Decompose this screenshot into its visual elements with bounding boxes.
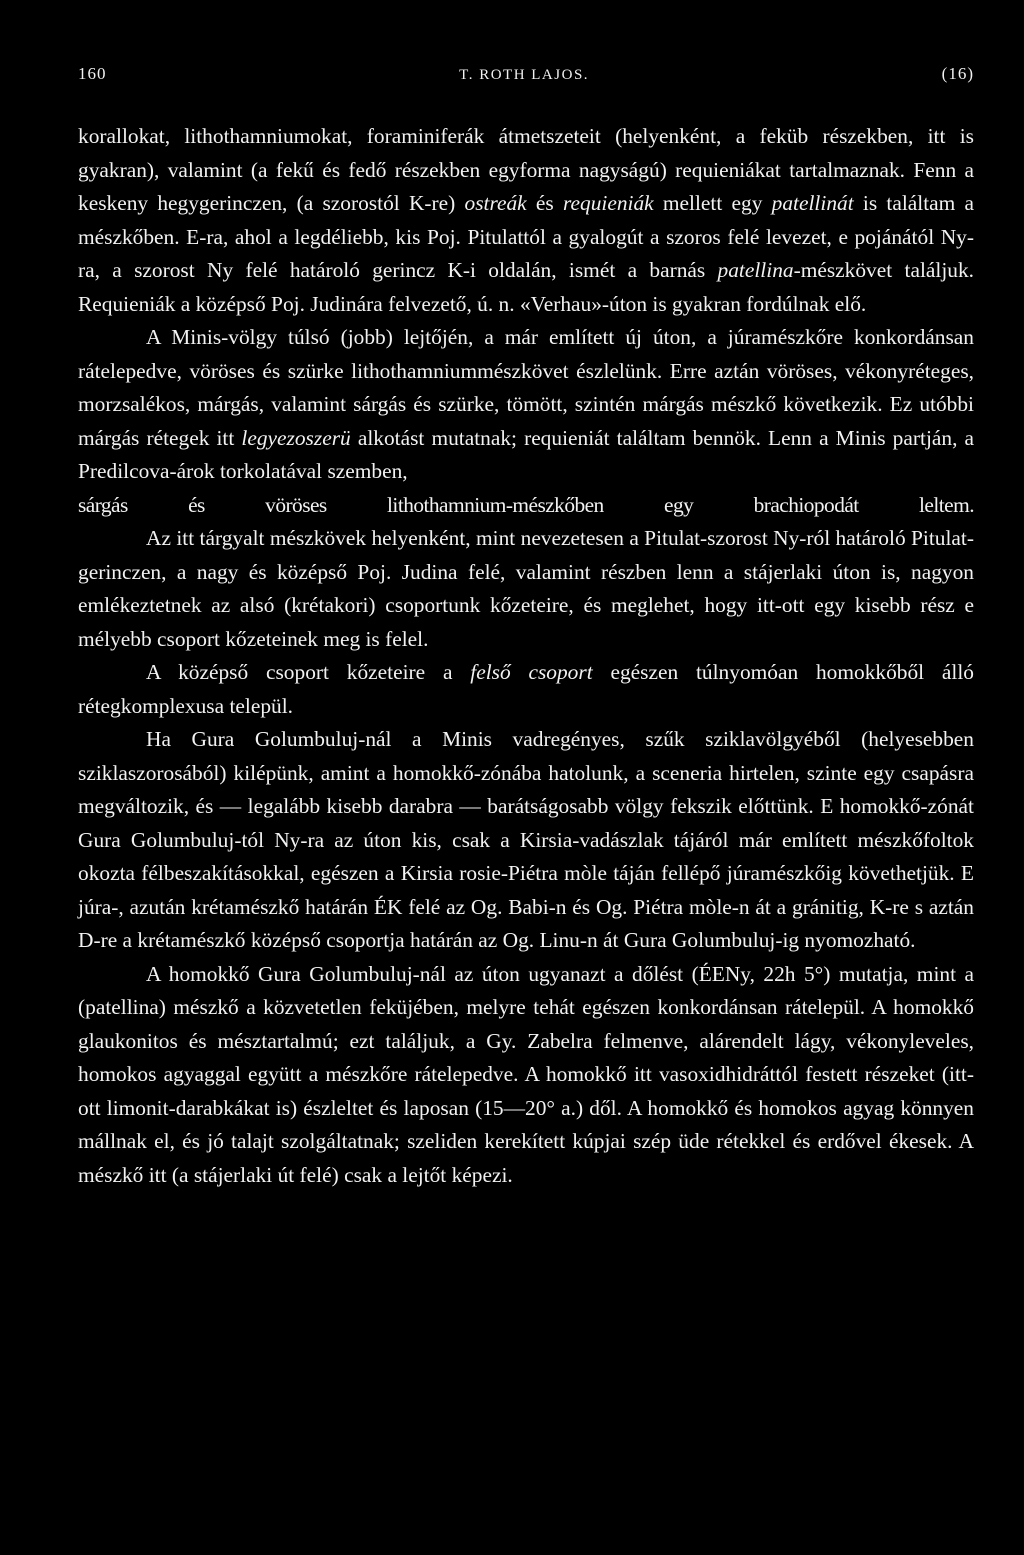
text-run: -mészkövet találjuk. Requieniák a középső Poj. Judinára felvezető, ú. n. «Verhau»-úton is gyakran fordúlnak elő.	[78, 258, 975, 316]
paragraph	[78, 489, 974, 523]
italic-term: patellina	[717, 258, 794, 282]
text-run: A Minis-völgy túlsó (jobb) lejtőjén, a már említett új úton, a júramészkőre konkordánsan rátelepedve, vöröses és szürke lithothamniummészkövet észlelünk. Erre aztán vöröses, vékonyréteges, morzsalékos, márgás, valamint sárgás és szürke, tömött, szintén márgás mészkő következik. Ez utóbbi márgás rétegek itt	[78, 325, 974, 450]
text-run: és	[526, 191, 563, 215]
text-run: Ha Gura Golumbuluj-nál a Minis vadregényes, szűk sziklavölgyéből (helyesebben sziklaszorosából) kilépünk, amint a homokkő-zónába hatolunk, a sceneria hirtelen, szinte egy csapásra megváltozik, és — legalább kisebb darabra — barátságosabb völgy fekszik előttünk. E homokkő-zónát Gura Golumbuluj-tól Ny-ra az úton kis, csak a Kirsia-vadászlak tájáról már említett mészkőfoltok okozta félbeszakításokkal, egészen a Kirsia rosie-Piétra mòle táján fellépő júramészkőig követhetjük. E júra-, azután krétamészkő határán ÉK felé az Og. Babi-n és Og. Piétra mòle-n át a gránitig, K-re s aztán D-re a krétamészkő középső csoportja határán az Og. Linu-n át Gura Golumbuluj-ig nyomozható.	[78, 727, 974, 952]
text-run: egészen túlnyomóan homokkőből álló rétegkomplexusa települ.	[78, 660, 974, 718]
text-run: korallokat, lithothamniumokat, foraminiferák átmetszeteit (helyenként, a feküb részekben, itt is gyakran), valamint (a fekű és fedő részekben egyforma nagyságú) requieniákat tartalmaznak. Fenn a keskeny hegygerinczen, (a szorostól K-re)	[78, 124, 974, 215]
body-text	[78, 120, 974, 1192]
text-run: Az itt tárgyalt mészkövek helyenként, mint nevezetesen a Pitulat-szorost Ny-ról határoló Pitulat-gerinczen, a nagy és középső Poj. Judina felé, valamint részben lenn a stájerlaki úton is, nagyon emlékeztetnek az alsó (krétakori) csoportunk kőzeteire, és meglehet, hogy itt-ott egy kisebb rész e mélyebb csoport kőzeteinek meg is felel.	[78, 526, 974, 651]
running-title: T. ROTH LAJOS.	[459, 67, 590, 83]
text-run: is találtam a mészkőben. E-ra, ahol a legdéliebb, kis Poj. Pitulattól a gyalogút a szoros felé levezet, e pojánától Ny-ra, a szorost Ny felé határoló gerincz K-i oldalán, ismét a barnás	[78, 191, 975, 282]
italic-term: ostreák	[464, 191, 527, 215]
paragraph	[78, 321, 974, 489]
text-run: A középső csoport kőzeteire a	[146, 660, 471, 684]
text-run: sárgás és vöröses lithothamnium-mészkőben egy brachiopodát leltem.	[78, 492, 974, 517]
italic-term: patellinát	[771, 191, 854, 215]
text-run: mellett egy	[653, 191, 772, 215]
page-header	[78, 64, 974, 120]
italic-term: requieniák	[562, 191, 654, 215]
paragraph	[78, 656, 974, 723]
italic-term: felső csoport	[470, 660, 593, 684]
page-number: 160	[78, 64, 107, 83]
text-run: alkotást mutatnak; requieniát találtam bennök. Lenn a Minis partján, a Predilcova-árok torkolatával szemben,	[78, 425, 974, 483]
text-run: A homokkő Gura Golumbuluj-nál az úton ugyanazt a dőlést (ÉENy, 22h 5°) mutatja, mint a (patellina) mészkő a közvetetlen feküjében, melyre tehát egészen konkordánsan rátelepül. A homokkő glaukonitos és mésztartalmú; ezt találjuk, a Gy. Zabelra felmenve, alárendelt lágy, vékonyleveles, homokos agyaggal együtt a mészkőre rátelepedve. A homokkő itt vasoxidhidráttól festett részeket (itt-ott limonit-darabkákat is) észleltet és laposan (15—20° a.) dől. A homokkő és homokos agyag könnyen mállnak el, és jó talajt szolgáltatnak; szeliden kerekített kúpjai szép üde rétekkel és erdővel ékesek. A mészkő itt (a stájerlaki út felé) csak a lejtőt képezi.	[78, 961, 974, 1187]
paragraph	[78, 120, 974, 321]
paragraph	[78, 723, 974, 958]
paragraph	[78, 958, 974, 1193]
italic-term: legyezoszerü	[241, 425, 351, 450]
paragraph	[78, 522, 974, 656]
section-number: (16)	[941, 64, 974, 83]
